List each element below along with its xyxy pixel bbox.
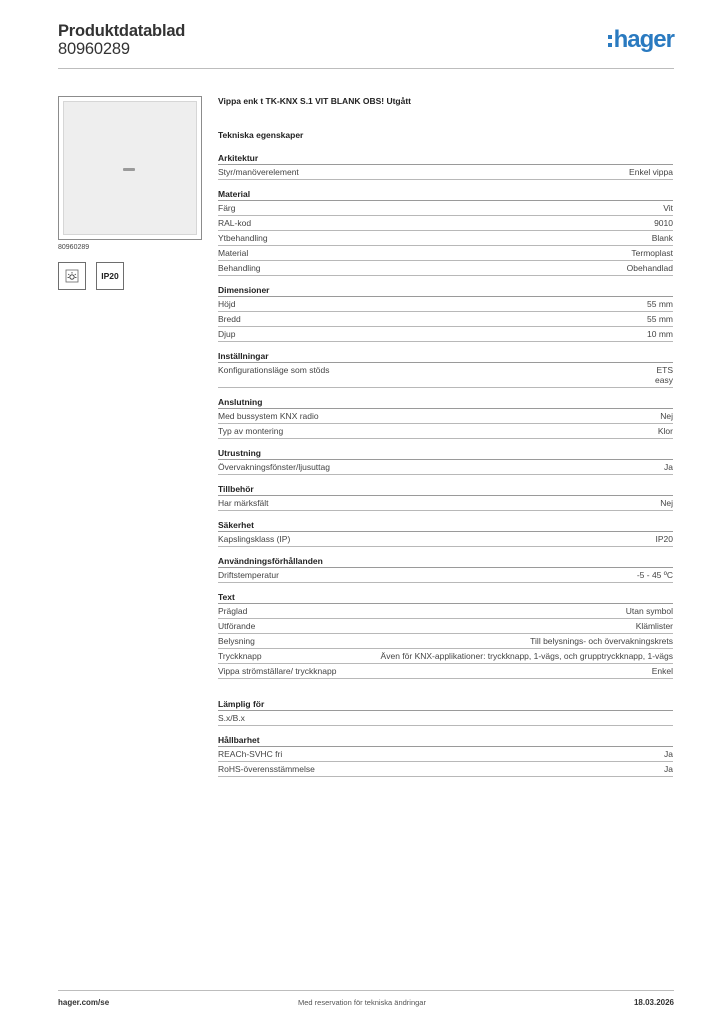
spec-label: RAL-kod <box>218 218 252 228</box>
spec-value: Nej <box>660 498 673 508</box>
spec-row <box>218 711 673 726</box>
spec-row <box>218 568 673 583</box>
spec-section <box>218 397 673 439</box>
spec-value: Även för KNX-applikationer: tryckknapp, 1-vägs, och grupptryckknapp, 1-vägs <box>380 651 673 661</box>
spec-label: Driftstemperatur <box>218 570 279 580</box>
page-header <box>58 22 674 72</box>
spec-section <box>218 285 673 342</box>
spec-value: 10 mm <box>647 329 673 339</box>
extra-spec-sections <box>218 699 673 777</box>
spec-value: Obehandlad <box>626 263 673 273</box>
spec-label: Belysning <box>218 636 255 646</box>
spec-section <box>218 484 673 511</box>
spec-value: Vit <box>663 203 673 213</box>
spec-label: Vippa strömställare/ tryckknapp <box>218 666 337 676</box>
spec-value: Blank <box>651 233 673 243</box>
spec-row <box>218 664 673 679</box>
section-title: Anslutning <box>218 397 673 409</box>
spec-sections <box>218 153 673 679</box>
spec-label: Färg <box>218 203 236 213</box>
spec-label: Konfigurationsläge som stöds <box>218 365 330 375</box>
spec-label: Bredd <box>218 314 241 324</box>
section-title: Användningsförhållanden <box>218 556 673 568</box>
product-image-number: 80960289 <box>58 244 90 251</box>
spec-row <box>218 297 673 312</box>
spec-section <box>218 189 673 276</box>
spec-label: REACh-SVHC fri <box>218 749 283 759</box>
spec-row <box>218 246 673 261</box>
spec-row <box>218 604 673 619</box>
spec-value: Ja <box>664 764 673 774</box>
spec-row <box>218 216 673 231</box>
spec-label: Har märksfält <box>218 498 269 508</box>
spec-value: Ja <box>664 749 673 759</box>
spec-label: Tryckknapp <box>218 651 262 661</box>
spec-row <box>218 762 673 777</box>
spec-row <box>218 747 673 762</box>
section-title: Lämplig för <box>218 699 673 711</box>
section-title: Utrustning <box>218 448 673 460</box>
spec-section <box>218 592 673 679</box>
section-title: Arkitektur <box>218 153 673 165</box>
spec-section <box>218 699 673 726</box>
logo-dots-icon <box>608 35 612 47</box>
spec-row <box>218 619 673 634</box>
header-divider <box>58 68 674 69</box>
document-title: Produktdatablad <box>58 22 186 40</box>
document-number: 80960289 <box>58 40 130 58</box>
spec-value: IP20 <box>655 534 673 544</box>
spec-value: 55 mm <box>647 314 673 324</box>
product-specifications <box>218 96 673 786</box>
spec-value: Termoplast <box>631 248 673 258</box>
hager-logo <box>608 28 674 52</box>
product-image <box>58 96 202 240</box>
spec-section <box>218 520 673 547</box>
spec-section <box>218 735 673 777</box>
spec-row <box>218 634 673 649</box>
spec-label: Styr/manöverelement <box>218 167 299 177</box>
footer-divider <box>58 990 674 991</box>
spec-label: Övervakningsfönster/ljusuttag <box>218 462 330 472</box>
spec-row <box>218 409 673 424</box>
spec-value: 9010 <box>654 218 673 228</box>
spec-label: Behandling <box>218 263 261 273</box>
spec-row <box>218 424 673 439</box>
spec-value: Till belysnings- och övervakningskrets <box>530 636 673 646</box>
section-title: Material <box>218 189 673 201</box>
indicator-light <box>123 168 135 171</box>
section-title: Säkerhet <box>218 520 673 532</box>
spec-row <box>218 165 673 180</box>
spec-section <box>218 556 673 583</box>
spec-value: Ja <box>664 462 673 472</box>
spec-value: Nej <box>660 411 673 421</box>
spec-row <box>218 327 673 342</box>
spec-section <box>218 153 673 180</box>
spec-value: Klor <box>657 426 673 436</box>
section-title: Inställningar <box>218 351 673 363</box>
product-name: Vippa enk t TK-KNX S.1 VIT BLANK OBS! Utgått <box>218 96 411 106</box>
spec-row <box>218 201 673 216</box>
spec-section <box>218 351 673 388</box>
spec-label: RoHS-överensstämmelse <box>218 764 315 774</box>
spec-value: ETS easy <box>655 365 673 385</box>
spec-label: Kapslingsklass (IP) <box>218 534 291 544</box>
section-title: Text <box>218 592 673 604</box>
spec-label: Präglad <box>218 606 248 616</box>
spec-value: -5 - 45 ºC <box>636 570 673 580</box>
spec-label: Med bussystem KNX radio <box>218 411 319 421</box>
spec-label: Typ av montering <box>218 426 284 436</box>
spec-label: Djup <box>218 329 236 339</box>
spec-section <box>218 448 673 475</box>
footer-website: hager.com/se <box>58 998 110 1007</box>
spec-row <box>218 649 673 664</box>
footer-date: 18.03.2026 <box>633 998 674 1007</box>
spec-value: Utan symbol <box>625 606 673 616</box>
spec-value: 55 mm <box>647 299 673 309</box>
section-title: Hållbarhet <box>218 735 673 747</box>
section-title: Tillbehör <box>218 484 673 496</box>
lamp-icon <box>58 262 86 290</box>
spec-label: Utförande <box>218 621 256 631</box>
spec-label: Material <box>218 248 249 258</box>
spec-label: S.x/B.x <box>218 713 245 723</box>
ip-rating-badge: IP20 <box>96 262 124 290</box>
spec-row <box>218 532 673 547</box>
technical-properties-heading: Tekniska egenskaper <box>218 130 304 140</box>
section-title: Dimensioner <box>218 285 673 297</box>
spec-value: Enkel <box>651 666 673 676</box>
spec-row <box>218 312 673 327</box>
spec-label: Höjd <box>218 299 236 309</box>
footer-disclaimer: Med reservation för tekniska ändringar <box>298 998 426 1007</box>
spec-row <box>218 460 673 475</box>
spec-label: Ytbehandling <box>218 233 268 243</box>
spec-value: Klämlister <box>635 621 673 631</box>
spec-row <box>218 363 673 388</box>
spec-row <box>218 231 673 246</box>
spec-value: Enkel vippa <box>629 167 673 177</box>
spec-row <box>218 496 673 511</box>
switch-plate <box>63 101 197 235</box>
logo-text: hager <box>613 26 674 53</box>
spec-row <box>218 261 673 276</box>
